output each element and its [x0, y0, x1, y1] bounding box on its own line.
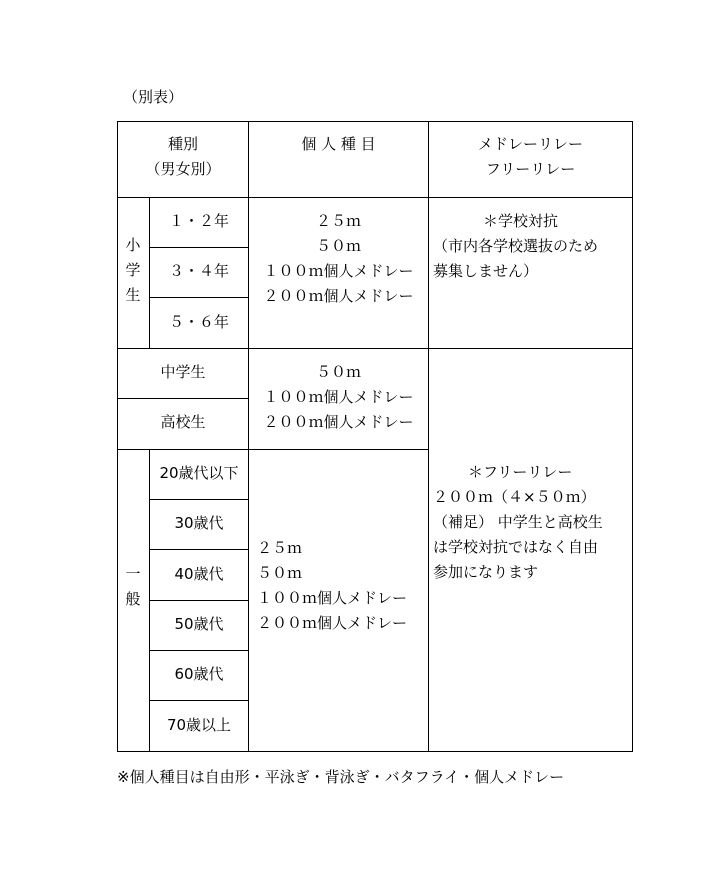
free-relay-line: 参加になります: [433, 563, 539, 581]
grade-1-2: １・２年: [168, 212, 229, 230]
elementary-events: [249, 209, 428, 309]
footnote: ※個人種目は自由形・平泳ぎ・背泳ぎ・バタフライ・個人メドレー: [117, 768, 565, 786]
event-item: ２００ｍ個人メドレー: [263, 287, 414, 305]
secondary-events: [249, 360, 428, 435]
group-label-char: 学: [125, 261, 141, 279]
column-divider: [428, 121, 429, 752]
age-40s: 40歳代: [174, 565, 224, 583]
free-relay-note: [433, 460, 603, 585]
elementary-group-label: [123, 233, 143, 308]
row-divider: [117, 348, 633, 349]
column-divider: [149, 449, 150, 752]
event-item: ５０ｍ: [257, 564, 303, 582]
row-divider: [149, 600, 249, 601]
event-item: １００ｍ個人メドレー: [263, 262, 414, 280]
free-relay-line: ２００ｍ（４×５０ｍ）: [433, 488, 596, 506]
relay-note-line: ＊学校対抗: [483, 212, 559, 230]
row-divider: [149, 499, 249, 500]
free-relay-line: ＊フリーリレー: [468, 463, 573, 481]
relay-note-line: 募集しません）: [433, 262, 539, 280]
event-item: ２００ｍ個人メドレー: [263, 413, 414, 431]
table-border-bottom: [117, 751, 633, 752]
header-category-line2: （男女別）: [145, 160, 221, 178]
group-label-char: 小: [125, 236, 141, 254]
event-item: １００ｍ個人メドレー: [257, 589, 408, 607]
row-divider: [149, 700, 249, 701]
header-category: [118, 132, 248, 182]
general-group-label: [123, 562, 143, 612]
free-relay-line: は学校対抗ではなく自由: [433, 538, 599, 556]
row-divider: [117, 197, 633, 198]
row-divider: [117, 449, 429, 450]
group-label-char: 生: [125, 286, 141, 304]
age-20s-under: 20歳代以下: [159, 464, 239, 482]
age-30s: 30歳代: [174, 514, 224, 532]
group-label-char: 般: [125, 590, 141, 608]
row-divider: [149, 549, 249, 550]
age-70-over: 70歳以上: [166, 716, 232, 734]
grade-5-6: ５・６年: [168, 313, 229, 331]
header-category-line1: 種別: [167, 135, 198, 153]
header-relay: [429, 132, 632, 182]
event-item: ５０ｍ: [315, 363, 361, 381]
event-item: １００ｍ個人メドレー: [263, 388, 414, 406]
group-label-char: 一: [125, 565, 141, 583]
table-border-left: [117, 121, 118, 752]
header-relay-line1: メドレーリレー: [477, 135, 583, 153]
table-border-right: [632, 121, 633, 752]
table-border-top: [117, 121, 633, 122]
row-divider: [149, 297, 249, 298]
general-events: [257, 536, 407, 636]
row-junior-high: 中学生: [160, 363, 206, 381]
elementary-relay-note: [433, 209, 631, 284]
age-60s: 60歳代: [174, 665, 224, 683]
row-divider: [149, 247, 249, 248]
row-high-school: 高校生: [160, 413, 206, 431]
header-relay-line2: フリーリレー: [485, 160, 576, 178]
grade-3-4: ３・４年: [168, 262, 229, 280]
event-item: ２５ｍ: [257, 539, 303, 557]
table-caption: （別表）: [123, 88, 184, 106]
age-50s: 50歳代: [174, 615, 224, 633]
row-divider: [149, 650, 249, 651]
free-relay-line: （補足） 中学生と高校生: [433, 513, 603, 531]
event-item: ２００ｍ個人メドレー: [257, 614, 408, 632]
event-item: ５０ｍ: [315, 237, 361, 255]
row-divider: [117, 398, 249, 399]
header-individual: 個 人 種 目: [301, 135, 376, 153]
relay-note-line: （市内各学校選抜のため: [433, 237, 599, 255]
event-item: ２５ｍ: [315, 212, 361, 230]
